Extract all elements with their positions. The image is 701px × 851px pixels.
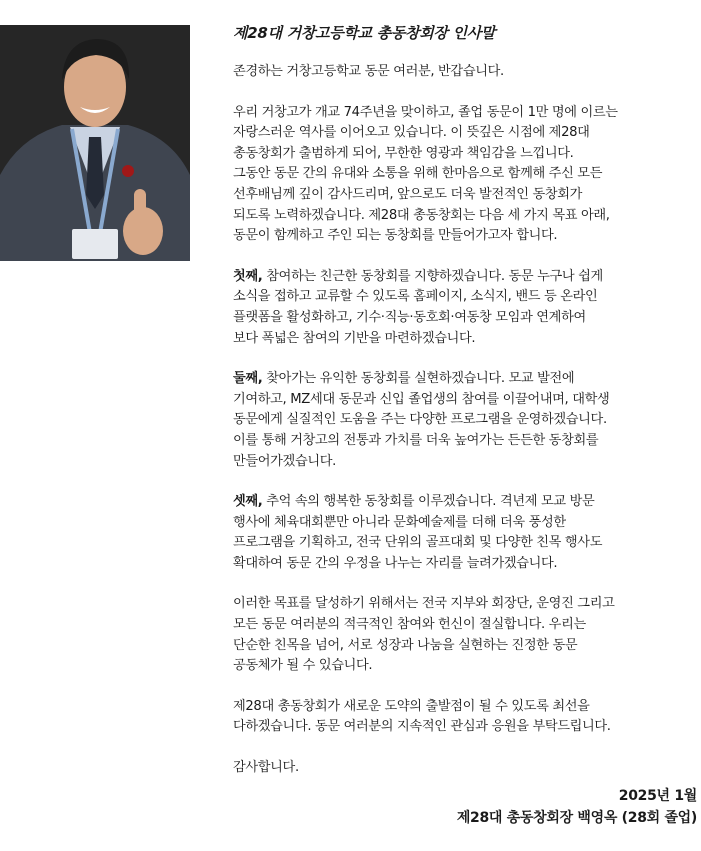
text-line: 소식을 접하고 교류할 수 있도록 홈페이지, 소식지, 밴드 등 온라인 bbox=[233, 289, 598, 305]
second-goal-lead: 둘째, bbox=[233, 371, 263, 387]
text-line: 기여하고, MZ세대 동문과 신입 졸업생의 참여를 이끌어내며, 대학생 bbox=[233, 391, 610, 407]
text-line: 공동체가 될 수 있습니다. bbox=[233, 658, 373, 674]
text-line: 우리 거창고가 개교 74주년을 맞이하고, 졸업 동문이 1만 명에 이르는 bbox=[233, 104, 618, 120]
text-line: 확대하여 동문 간의 우정을 나누는 자리를 늘려가겠습니다. bbox=[233, 555, 558, 571]
signature-date: 2025년 1월 bbox=[618, 788, 697, 804]
text-line: 동문이 함께하고 주인 되는 동창회를 만들어가고자 합니다. bbox=[233, 228, 558, 244]
text-line bbox=[233, 267, 695, 288]
first-goal-paragraph bbox=[233, 267, 695, 349]
text-line: 다하겠습니다. 동문 여러분의 지속적인 관심과 응원을 부탁드립니다. bbox=[233, 719, 611, 735]
third-goal-paragraph bbox=[233, 492, 695, 574]
letter-title: 제28대 거창고등학교 총동창회장 인사말 bbox=[233, 24, 496, 42]
text-line bbox=[233, 369, 695, 390]
goal-paragraph bbox=[233, 594, 695, 676]
text-line: 자랑스러운 역사를 이어오고 있습니다. 이 뜻깊은 시점에 제28대 bbox=[233, 125, 590, 141]
text-line: 되도록 노력하겠습니다. 제28대 총동창회는 다음 세 가지 목표 아래, bbox=[233, 207, 610, 223]
text-line bbox=[233, 492, 695, 513]
text-line: 단순한 친목을 넘어, 서로 성장과 나눔을 실현하는 진정한 동문 bbox=[233, 637, 578, 653]
text-line: 총동창회가 출범하게 되어, 무한한 영광과 책임감을 느낍니다. bbox=[233, 145, 574, 161]
signature-block bbox=[457, 785, 697, 829]
text-line: 동문에게 실질적인 도움을 주는 다양한 프로그램을 운영하겠습니다. bbox=[233, 412, 607, 428]
signature-author: 제28대 총동창회장 백영옥 (28회 졸업) bbox=[456, 810, 697, 826]
portrait-icon bbox=[0, 25, 190, 261]
text-line: 플랫폼을 활성화하고, 기수·직능·동호회·여동창 모임과 연계하여 bbox=[233, 309, 586, 325]
first-goal-text: 참여하는 친근한 동창회를 지향하겠습니다. 동문 누구나 쉽게 bbox=[262, 268, 603, 284]
thanks-paragraph bbox=[233, 758, 695, 779]
greeting-paragraph bbox=[233, 62, 695, 83]
text-line: 보다 폭넓은 참여의 기반을 마련하겠습니다. bbox=[233, 330, 476, 346]
text-line: 존경하는 거창고등학교 동문 여러분, 반갑습니다. bbox=[233, 64, 504, 79]
third-goal-lead: 셋째, bbox=[233, 494, 263, 510]
second-goal-paragraph bbox=[233, 369, 695, 472]
third-goal-text: 추억 속의 행복한 동창회를 이루겠습니다. 격년제 모교 방문 bbox=[262, 494, 595, 510]
text-line: 행사에 체육대회뿐만 아니라 문화예술제를 더해 더욱 풍성한 bbox=[233, 514, 566, 530]
greeting-letter bbox=[233, 22, 695, 799]
text-line: 만들어가겠습니다. bbox=[233, 453, 336, 469]
first-goal-lead: 첫째, bbox=[233, 268, 263, 284]
text-line: 이를 통해 거창고의 전통과 가치를 더욱 높여가는 든든한 동창회를 bbox=[233, 432, 599, 448]
text-line: 제28대 총동창회가 새로운 도약의 출발점이 될 수 있도록 최선을 bbox=[233, 698, 590, 714]
closing-paragraph bbox=[233, 697, 695, 738]
text-line: 모든 동문 여러분의 적극적인 참여와 헌신이 절실합니다. 우리는 bbox=[233, 617, 586, 633]
text-line: 그동안 동문 간의 유대와 소통을 위해 한마음으로 함께해 주신 모든 bbox=[233, 166, 603, 182]
intro-paragraph bbox=[233, 103, 695, 247]
text-line: 감사합니다. bbox=[233, 760, 299, 776]
text-line: 선후배님께 깊이 감사드리며, 앞으로도 더욱 발전적인 동창회가 bbox=[233, 186, 583, 202]
text-line: 프로그램을 기획하고, 전국 단위의 골프대회 및 다양한 친목 행사도 bbox=[233, 535, 603, 551]
portrait-photo bbox=[0, 25, 190, 261]
second-goal-text: 찾아가는 유익한 동창회를 실현하겠습니다. 모교 발전에 bbox=[262, 371, 575, 387]
text-line: 이러한 목표를 달성하기 위해서는 전국 지부와 회장단, 운영진 그리고 bbox=[233, 596, 615, 612]
